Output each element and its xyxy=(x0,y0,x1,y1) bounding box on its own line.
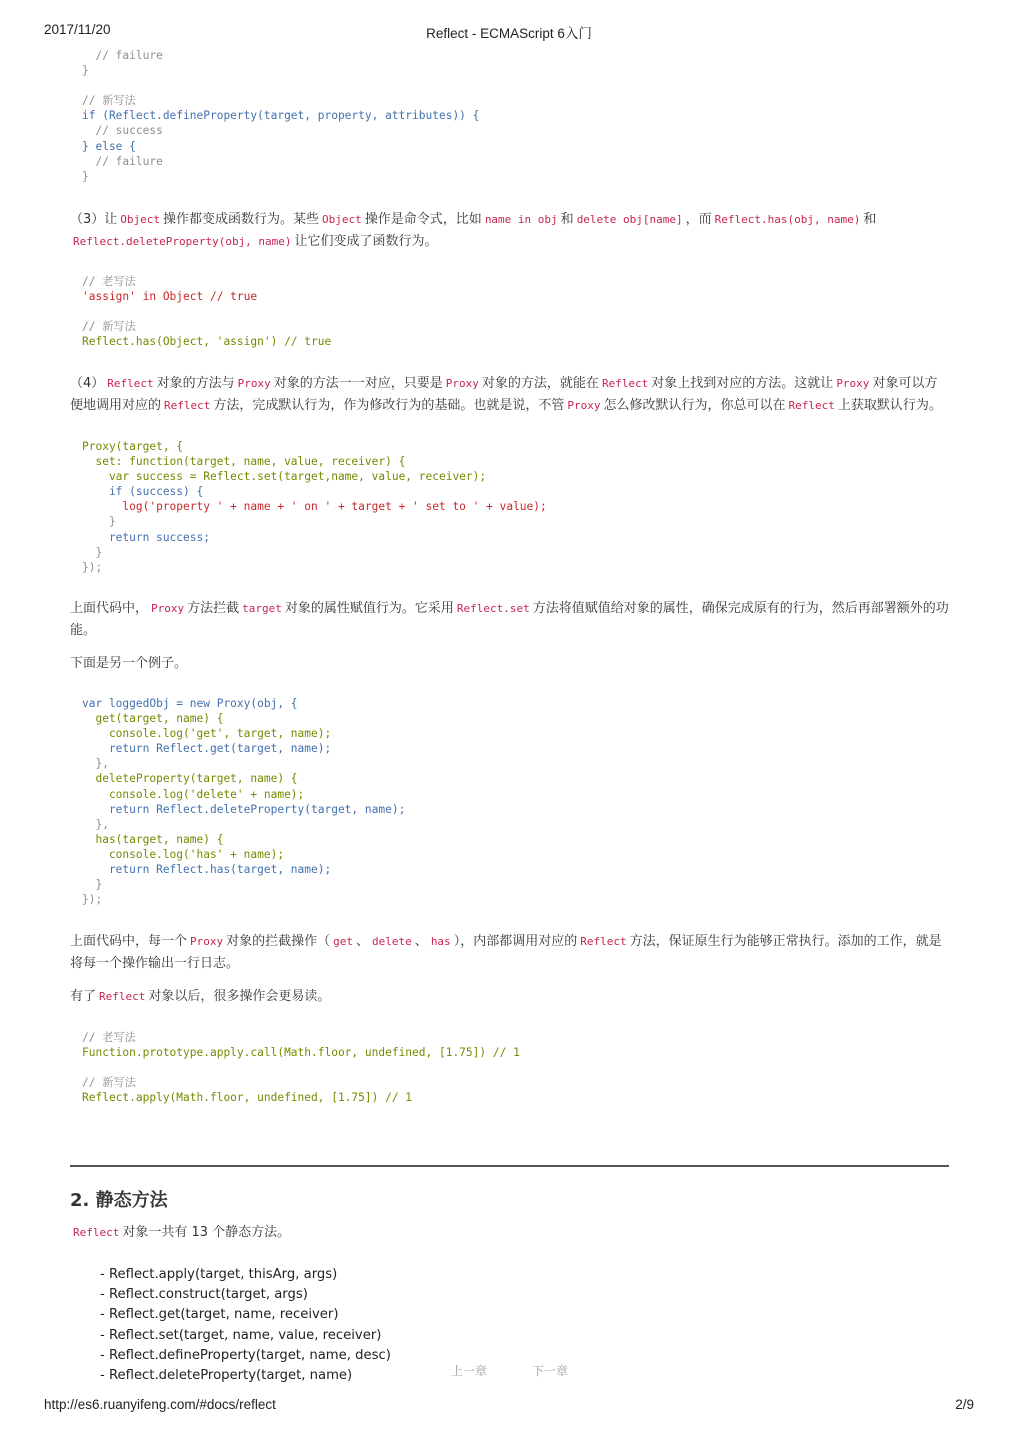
paragraph-4: （4） Reflect 对象的方法与 Proxy 对象的方法一一对应，只要是 Proxy 对象的方法，就能在 Reflect 对象上找到对应的方法。这就让 Proxy 对象可以方便地调用对应的 Reflect 方法，完成默认行为，作为修改行为的基础。也就是说，不管 Proxy 怎么修改默认行为，你总可以在 Reflect 上获取默认行为。 xyxy=(70,376,942,413)
paragraph-5: 上面代码中， Proxy 方法拦截 target 对象的属性赋值行为。它采用 Reflect.set 方法将值赋值给对象的属性，确保完成原有的行为，然后再部署额外的功能。 xyxy=(70,601,949,638)
paragraph-8: 有了 Reflect 对象以后，很多操作会更易读。 xyxy=(70,989,331,1004)
list-item: - Reflect.set(target, name, value, receiver) xyxy=(100,1327,382,1343)
section-heading: 2. 静态方法 xyxy=(70,1190,168,1211)
list-item: - Reflect.deleteProperty(target, name) xyxy=(100,1368,353,1384)
list-item: - Reflect.apply(target, thisArg, args) xyxy=(100,1267,338,1282)
print-page-number: 2/9 xyxy=(955,1397,974,1412)
paragraph-7: 上面代码中，每一个 Proxy 对象的拦截操作（ get 、 delete 、 has ），内部都调用对应的 Reflect 方法，保证原生行为能够正常执行。添加的工作，就是将每一个操作输出一行日志。 xyxy=(70,934,942,971)
list-item: - Reflect.defineProperty(target, name, desc) xyxy=(100,1347,391,1363)
code-block-proxy-set: Proxy(target, { set: function(target, name, value, receiver) { var success = Reflect.set(target,name, value, receiver); if (success) { log('property ' + name + ' on ' + target + ' set to ' + value); } return success; } }); xyxy=(82,440,547,574)
print-footer xyxy=(0,1397,1018,1417)
code-block-logged-obj: var loggedObj = new Proxy(obj, { get(target, name) { console.log('get', target, name); return Reflect.get(target, name); }, deleteProperty(target, name) { console.log('delete' + name); return Reflect.deleteProperty(target, name); }, has(target, name) { console.log('has' + name); return Reflect.has(target, name); } }); xyxy=(82,697,406,907)
print-page-title: Reflect - ECMAScript 6入门 xyxy=(426,26,592,41)
list-item: - Reflect.construct(target, args) xyxy=(100,1287,308,1303)
static-method-list xyxy=(100,1265,391,1386)
paragraph-3: （3）让 Object 操作都变成函数行为。某些 Object 操作是命令式，比如 name in obj 和 delete obj[name] ，而 Reflect.has(obj, name) 和 Reflect.deleteProperty(obj, name) 让它们变成了函数行为。 xyxy=(70,212,877,249)
paragraph-9: Reflect 对象一共有 13 个静态方法。 xyxy=(73,1225,291,1240)
print-url: http://es6.ruanyifeng.com/#docs/reflect xyxy=(44,1397,276,1412)
paragraph-6: 下面是另一个例子。 xyxy=(70,656,188,671)
code-block-define-property: // failure } // 新写法 if (Reflect.defineProperty(target, property, attributes)) { // success } else { // failure } xyxy=(82,49,480,183)
code-block-apply: // 老写法 Function.prototype.apply.call(Math.floor, undefined, [1.75]) // 1 // 新写法 Reflect.apply(Math.floor, undefined, [1.75]) // 1 xyxy=(82,1031,520,1105)
prev-chapter-link[interactable]: 上一章 xyxy=(451,1364,488,1378)
code-block-has: // 老写法 'assign' in Object // true // 新写法 Reflect.has(Object, 'assign') // true xyxy=(82,275,332,349)
section-divider xyxy=(70,1165,949,1167)
print-date: 2017/11/20 xyxy=(44,22,111,37)
next-chapter-link[interactable]: 下一章 xyxy=(532,1364,569,1378)
list-item: - Reflect.get(target, name, receiver) xyxy=(100,1307,339,1323)
